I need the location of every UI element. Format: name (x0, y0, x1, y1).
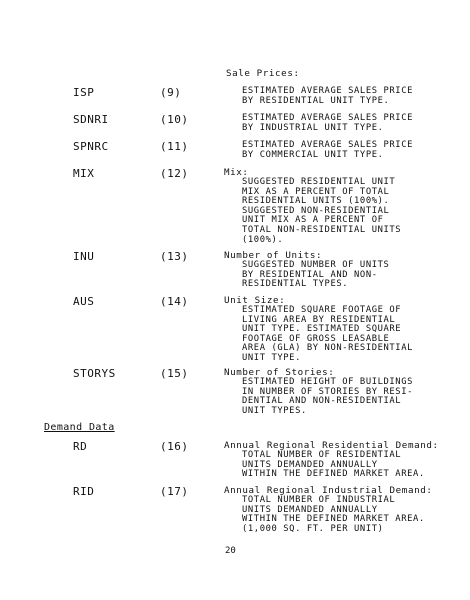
description-line: LIVING AREA BY RESIDENTIAL (242, 314, 396, 325)
description-line: IN NUMBER OF STORIES BY RESI- (242, 386, 413, 397)
description-line: RESIDENTIAL UNITS (100%). (242, 196, 390, 207)
description-line: TOTAL NUMBER OF INDUSTRIAL (242, 495, 396, 505)
description-line: BY RESIDENTIAL UNIT TYPE. (242, 95, 390, 106)
description-line: FOOTAGE OF GROSS LEASABLE (242, 333, 390, 344)
description-line: SUGGESTED RESIDENTIAL UNIT (242, 177, 396, 187)
entry-heading: Annual Regional Industrial Demand: (224, 485, 433, 496)
description-block (224, 261, 389, 290)
description-line: BY RESIDENTIAL AND NON- (242, 269, 378, 280)
description-block (224, 178, 401, 245)
entry-description-storys (224, 368, 413, 416)
description-line: DENTIAL AND NON-RESIDENTIAL (242, 396, 402, 407)
description-line: UNIT TYPE. ESTIMATED SQUARE (242, 324, 402, 335)
entry-number-sdnri: (10) (160, 113, 189, 126)
entry-code-aus: AUS (73, 295, 95, 308)
description-line: ESTIMATED AVERAGE SALES PRICE (242, 86, 413, 96)
entry-number-aus: (14) (160, 295, 189, 308)
entry-description-aus (224, 296, 413, 364)
description-line: ESTIMATED HEIGHT OF BUILDINGS (242, 377, 413, 387)
entry-code-rid: RID (73, 485, 95, 498)
entry-description-spnrc (242, 141, 413, 160)
entry-description-sdnri (242, 114, 413, 133)
description-line: UNIT TYPE. (242, 352, 301, 363)
entry-heading: Mix: (224, 167, 249, 178)
description-line: AREA (GLA) BY NON-RESIDENTIAL (242, 343, 413, 354)
description-line: MIX AS A PERCENT OF TOTAL (242, 186, 390, 197)
entry-description-rd (224, 441, 439, 480)
entry-number-storys: (15) (160, 367, 189, 380)
entry-heading: Unit Size: (224, 295, 286, 306)
description-block (224, 451, 439, 480)
description-line: BY COMMERCIAL UNIT TYPE. (242, 149, 384, 160)
description-line: ESTIMATED AVERAGE SALES PRICE (242, 140, 413, 150)
entry-number-rd: (16) (160, 440, 189, 453)
entry-number-spnrc: (11) (160, 140, 189, 153)
description-line: TOTAL NUMBER OF RESIDENTIAL (242, 450, 402, 460)
description-line: SUGGESTED NUMBER OF UNITS (242, 260, 390, 270)
description-line: SUGGESTED NON-RESIDENTIAL (242, 205, 390, 216)
description-block (224, 378, 413, 416)
entry-code-inu: INU (73, 250, 95, 263)
description-line: RESIDENTIAL TYPES. (242, 279, 349, 290)
page-number: 20 (225, 546, 236, 556)
description-line: BY INDUSTRIAL UNIT TYPE. (242, 122, 384, 133)
description-line: TOTAL NON-RESIDENTIAL UNITS (242, 224, 402, 235)
entry-code-mix: MIX (73, 167, 95, 180)
entry-number-inu: (13) (160, 250, 189, 263)
sale-prices-heading: Sale Prices: (226, 68, 300, 79)
description-block (224, 496, 432, 534)
entry-heading: Annual Regional Residential Demand: (224, 440, 439, 451)
entry-heading: Number of Units: (224, 250, 323, 261)
description-block (224, 306, 413, 364)
entry-number-isp: (9) (160, 86, 182, 99)
description-line: WITHIN THE DEFINED MARKET AREA. (242, 514, 425, 525)
description-line: ESTIMATED SQUARE FOOTAGE OF (242, 305, 402, 315)
entry-code-storys: STORYS (73, 367, 116, 380)
description-line: UNITS DEMANDED ANNUALLY (242, 504, 378, 515)
entry-description-rid (224, 486, 432, 534)
entry-code-spnrc: SPNRC (73, 140, 109, 153)
demand-data-heading: Demand Data (44, 422, 115, 433)
description-line: (1,000 SQ. FT. PER UNIT) (242, 523, 384, 534)
description-line: ESTIMATED AVERAGE SALES PRICE (242, 113, 413, 123)
entry-code-isp: ISP (73, 86, 95, 99)
description-line: UNITS DEMANDED ANNUALLY (242, 459, 378, 470)
description-line: (100%). (242, 234, 284, 245)
entry-description-mix (224, 168, 401, 245)
description-line: UNIT MIX AS A PERCENT OF (242, 215, 384, 226)
entry-heading: Number of Stories: (224, 367, 335, 378)
description-line: WITHIN THE DEFINED MARKET AREA. (242, 469, 425, 480)
entry-number-rid: (17) (160, 485, 189, 498)
entry-code-rd: RD (73, 440, 88, 453)
entry-code-sdnri: SDNRI (73, 113, 109, 126)
entry-number-mix: (12) (160, 167, 189, 180)
entry-description-inu (224, 251, 389, 290)
entry-description-isp (242, 87, 413, 106)
description-line: UNIT TYPES. (242, 405, 307, 416)
